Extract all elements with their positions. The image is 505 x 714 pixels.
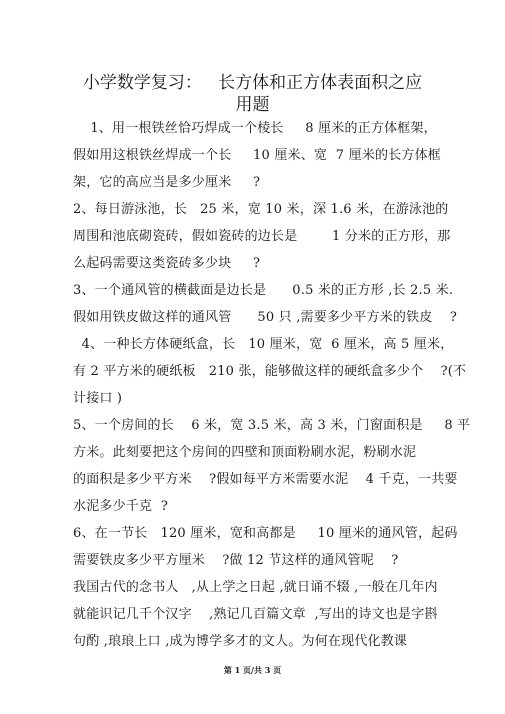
text-line: 5、一个房间的长 6 米，宽 3.5 米，高 3 米，门窗面积是 8 平 [73, 418, 471, 433]
page-footer: 第 1 页/共 3 页 [223, 665, 282, 675]
text-line: 周围和池底砌瓷砖，假如瓷砖的边长是 1 分米的正方形，那 [73, 229, 451, 244]
text-line: 1、用一根铁丝恰巧焊成一个棱长 8 厘米的正方体框架， [73, 121, 437, 136]
text-line: 6、在一节长 120 厘米，宽和高都是 10 厘米的通风管，起码 [73, 526, 458, 541]
text-line: 句酌 ,琅琅上口 ,成为博学多才的文人。为何在现代化教课 [73, 634, 408, 649]
text-line: 需要铁皮多少平方厘米 ?做 12 节这样的通风管呢 ? [73, 553, 399, 568]
text-line: 水泥多少千克 ? [73, 499, 169, 514]
text-line: 架，它的高应当是多少厘米 ? [73, 175, 261, 190]
page-title-line-2: 用题 [235, 95, 270, 115]
text-line: 计接口 ) [73, 391, 123, 406]
text-line: 3、一个通风管的横截面是边长是 0.5 米的正方形 ,长 2.5 米. [73, 283, 454, 298]
text-line: 的面积是多少平方米 ?假如每平方米需要水泥 4 千克，一共要 [73, 472, 458, 487]
page-title-line-1: 小学数学复习： 长方体和正方体表面积之应 [82, 73, 423, 93]
text-line: 假如用这根铁丝焊成一个长 10 厘米、宽 7 厘米的长方体框 [73, 148, 442, 163]
text-line: 有 2 平方米的硬纸板 210 张，能够做这样的硬纸盒多少个 ?(不 [73, 364, 467, 379]
text-line: 4、一种长方体硬纸盒，长 10 厘米，宽 6 厘米，高 5 厘米， [73, 337, 454, 352]
text-line: 方米。此刻要把这个房间的四壁和顶面粉刷水泥，粉刷水泥 [73, 445, 417, 460]
text-line: 就能识记几千个汉字 ,熟记几百篇文章 ,写出的诗文也是字斟 [73, 607, 438, 622]
text-line: 我国古代的念书人 ,从上学之日起 ,就日诵不辍 ,一般在几年内 [73, 580, 438, 595]
text-line: 假如用铁皮做这样的通风管 50 只 ,需要多少平方米的铁皮 ? [73, 310, 458, 325]
text-line: 2、每日游泳池，长 25 米，宽 10 米，深 1.6 米，在游泳池的 [73, 202, 449, 217]
text-line: 么起码需要这类瓷砖多少块 ? [73, 256, 261, 271]
